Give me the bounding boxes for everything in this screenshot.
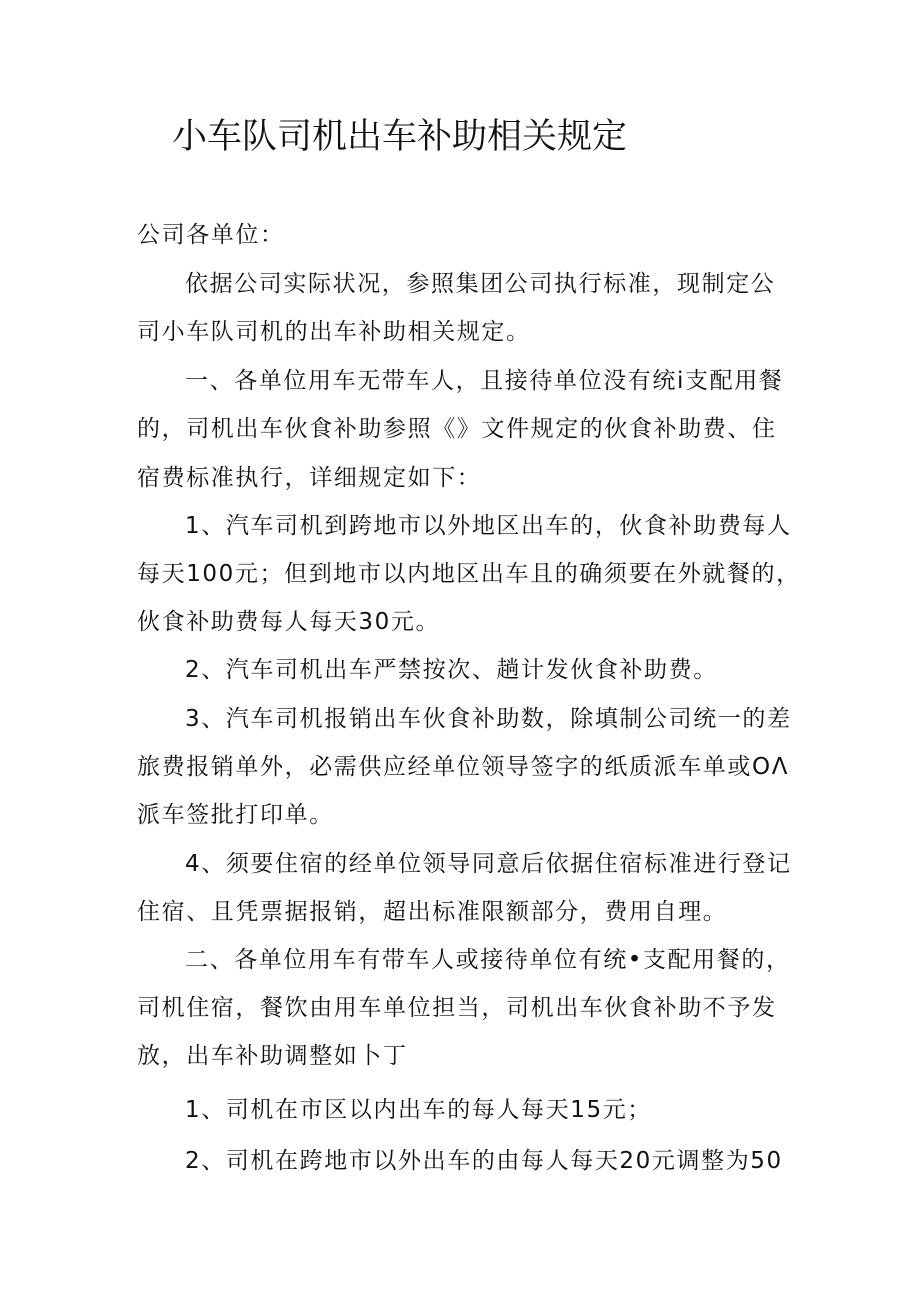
- paragraph-line: 1、汽车司机到跨地市以外地区出车的，伙食补助费每人: [185, 513, 792, 539]
- paragraph-line: 住宿、且凭票据报销，超出标准限额部分，费用自理。: [137, 899, 728, 925]
- paragraph-line: 每天100元；但到地市以内地区出车且的确须要在外就餐的，: [137, 561, 801, 587]
- paragraph-line: 一、各单位用车无带车人，且接待单位没有统i支配用餐: [185, 368, 784, 394]
- paragraph-line: 的，司机出车伙食补助参照《》文件规定的伙食补助费、住: [137, 416, 777, 442]
- paragraph-line: 旅费报销单外，必需供应经单位领导签字的纸质派车单或OΛ: [137, 754, 790, 780]
- paragraph-line: 2、司机在跨地市以外出车的由每人每天20元调整为50: [185, 1148, 783, 1174]
- paragraph-line: 二、各单位用车有带车人或接待单位有统•支配用餐的，: [185, 947, 791, 973]
- paragraph-line: 3、汽车司机报销出车伙食补助数，除填制公司统一的差: [185, 706, 792, 732]
- paragraph-line: 宿费标准执行，详细规定如下：: [137, 465, 482, 491]
- paragraph-line: 司小车队司机的出车补助相关规定。: [137, 319, 531, 345]
- paragraph-line: 伙食补助费每人每天30元。: [137, 609, 441, 635]
- paragraph-line: 4、须要住宿的经单位领导同意后依据住宿标准进行登记: [185, 851, 792, 877]
- paragraph-line: 放，出车补助调整如卜丁: [137, 1043, 408, 1069]
- paragraph-line: 依据公司实际状况，参照集团公司执行标准，现制定公: [185, 271, 776, 297]
- paragraph-line: 司机住宿，餐饮由用车单位担当，司机出车伙食补助不予发: [137, 995, 777, 1021]
- document-title: 小车队司机出车补助相关规定: [172, 117, 628, 157]
- paragraph-line: 派车签批打印单。: [137, 802, 334, 828]
- paragraph-line: 1、司机在市区以内出车的每人每天15元；: [185, 1097, 652, 1123]
- paragraph-line: 2、汽车司机出车严禁按次、趟计发伙食补助费。: [185, 657, 718, 683]
- salutation: 公司各单位：: [137, 222, 285, 248]
